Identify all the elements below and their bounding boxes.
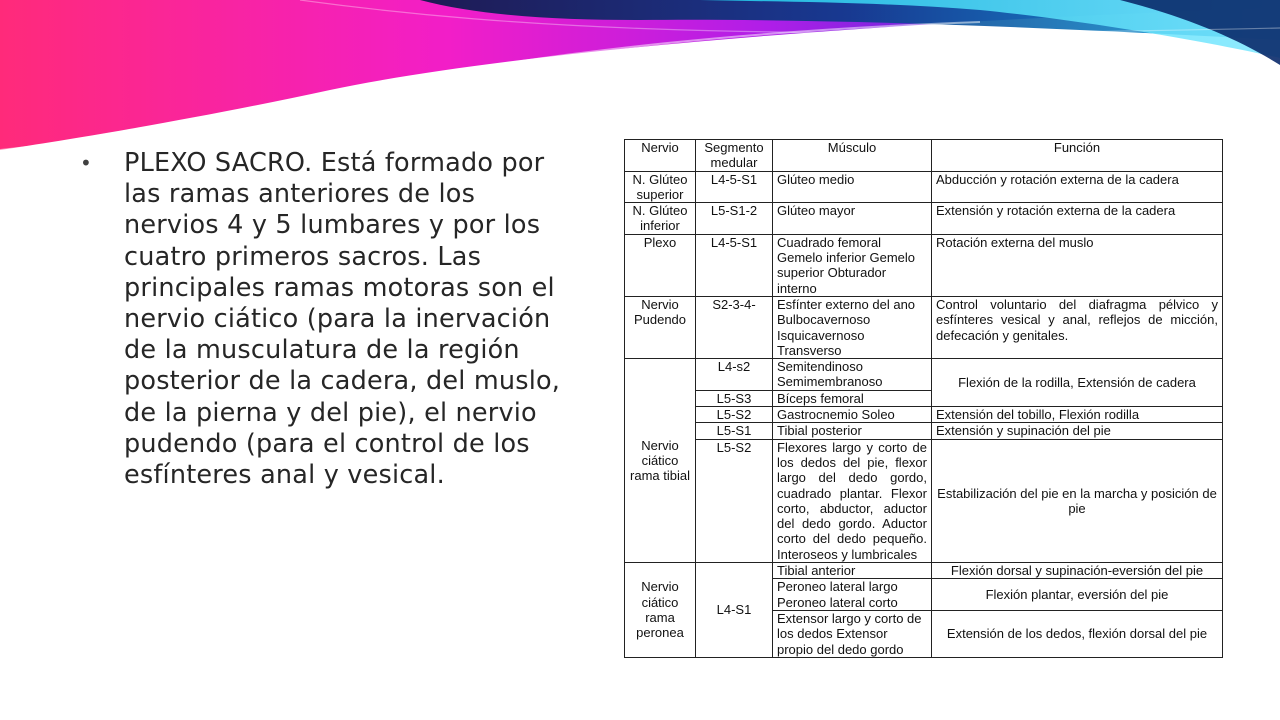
cell-funcion: Extensión y supinación del pie <box>932 423 1223 439</box>
cell-funcion: Extensión del tobillo, Flexión rodilla <box>932 407 1223 423</box>
decorative-banner <box>0 0 1280 160</box>
plexo-sacro-table <box>624 139 1223 658</box>
header-musculo: Músculo <box>773 140 932 172</box>
cell-funcion: Abducción y rotación externa de la cadera <box>932 171 1223 203</box>
cell-segmento: L5-S2 <box>696 439 773 562</box>
table-row <box>625 407 1223 423</box>
cell-segmento: L5-S3 <box>696 390 773 406</box>
cell-funcion: Rotación externa del muslo <box>932 234 1223 296</box>
cell-segmento: S2-3-4- <box>696 296 773 358</box>
bullet-dot-icon: • <box>80 151 92 175</box>
cell-segmento: L4-S1 <box>696 563 773 658</box>
cell-nervio: Nervio Pudendo <box>625 296 696 358</box>
bullet-text-body: PLEXO SACRO. Está formado por las ramas anteriores de los nervios 4 y 5 lumbares y por los cuatro primeros sacros. Las principales ramas motoras son el nervio ciático (para la inervación de la musculatura de la región posterior de la cadera, del muslo, de la pierna y del pie), el nervio pudendo (para el control de los esfínteres anal y vesical. <box>124 148 561 491</box>
cell-musculo: Extensor largo y corto de los dedos Extensor propio del dedo gordo <box>773 610 932 657</box>
cell-musculo: Tibial anterior <box>773 563 932 579</box>
cell-nervio: Nervio ciático rama peronea <box>625 563 696 658</box>
table-row <box>625 439 1223 562</box>
cell-segmento: L4-5-S1 <box>696 234 773 296</box>
cell-musculo: Cuadrado femoral Gemelo inferior Gemelo superior Obturador interno <box>773 234 932 296</box>
cell-funcion: Flexión dorsal y supinación-eversión del pie <box>932 563 1223 579</box>
bullet-point <box>80 148 573 491</box>
cell-nervio: Nervio ciático rama tibial <box>625 359 696 563</box>
cell-funcion: Flexión plantar, eversión del pie <box>932 579 1223 611</box>
cell-nervio: N. Glúteo inferior <box>625 203 696 235</box>
cell-segmento: L5-S1-2 <box>696 203 773 235</box>
cell-funcion: Estabilización del pie en la marcha y posición de pie <box>932 439 1223 562</box>
cell-funcion: Extensión y rotación externa de la cadera <box>932 203 1223 235</box>
cell-nervio: N. Glúteo superior <box>625 171 696 203</box>
cell-musculo: Flexores largo y corto de los dedos del pie, flexor largo del dedo gordo, cuadrado plantar. Flexor corto, abductor, aductor del dedo gordo. Aductor corto del dedo pequeño. Interoseos y lumbricales <box>773 439 932 562</box>
cell-funcion: Flexión de la rodilla, Extensión de cadera <box>932 359 1223 407</box>
header-funcion: Función <box>932 140 1223 172</box>
cell-musculo: Tibial posterior <box>773 423 932 439</box>
table-row <box>625 423 1223 439</box>
cell-musculo: Esfínter externo del ano Bulbocavernoso Isquicavernoso Transverso <box>773 296 932 358</box>
table-row <box>625 359 1223 391</box>
cell-musculo: Gastrocnemio Soleo <box>773 407 932 423</box>
cell-musculo: Bíceps femoral <box>773 390 932 406</box>
cell-musculo: Glúteo medio <box>773 171 932 203</box>
cell-musculo: Peroneo lateral largo Peroneo lateral corto <box>773 579 932 611</box>
cell-nervio: Plexo <box>625 234 696 296</box>
cell-segmento: L5-S2 <box>696 407 773 423</box>
header-nervio: Nervio <box>625 140 696 172</box>
table-row <box>625 203 1223 235</box>
cell-funcion: Control voluntario del diafragma pélvico y esfínteres vesical y anal, reflejos de micción, defecación y genitales. <box>932 296 1223 358</box>
cell-musculo: Semitendinoso Semimembranoso <box>773 359 932 391</box>
table-row <box>625 171 1223 203</box>
header-segmento: Segmento medular <box>696 140 773 172</box>
table-row <box>625 563 1223 579</box>
cell-segmento: L4-s2 <box>696 359 773 391</box>
cell-segmento: L5-S1 <box>696 423 773 439</box>
table-header-row <box>625 140 1223 172</box>
table-row <box>625 296 1223 358</box>
table-row <box>625 234 1223 296</box>
cell-funcion: Extensión de los dedos, flexión dorsal del pie <box>932 610 1223 657</box>
cell-musculo: Glúteo mayor <box>773 203 932 235</box>
cell-segmento: L4-5-S1 <box>696 171 773 203</box>
